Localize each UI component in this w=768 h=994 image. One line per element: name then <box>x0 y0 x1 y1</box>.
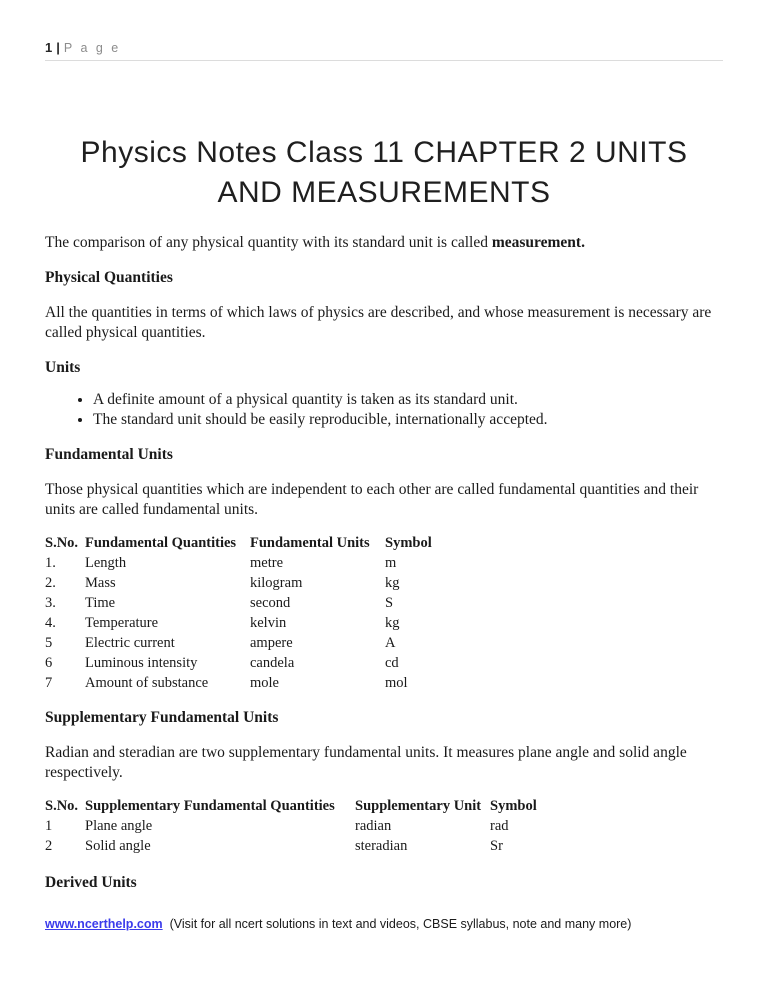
table-header-cell: S.No. <box>45 798 79 814</box>
table-cell: Length <box>85 555 127 571</box>
table-cell: kg <box>385 575 400 591</box>
document-title-line2: AND MEASUREMENTS <box>217 176 551 209</box>
table-cell: 1 <box>45 818 53 834</box>
supplementary-units-table <box>45 796 590 856</box>
table-cell: S <box>385 595 394 611</box>
table-cell: 2 <box>45 838 53 854</box>
intro-text: The comparison of any physical quantity with its standard unit is called <box>45 234 492 251</box>
table-cell: Plane angle <box>85 818 153 834</box>
table-cell: candela <box>250 655 295 671</box>
table-cell: 4. <box>45 615 56 631</box>
table-cell: Sr <box>490 838 503 854</box>
table-row <box>45 673 485 693</box>
table-cell: Electric current <box>85 635 175 651</box>
table-cell: 6 <box>45 655 53 671</box>
table-cell: steradian <box>355 838 408 854</box>
supplementary-units-body: Radian and steradian are two supplementary fundamental units. It measures plane angle and solid angle respectively. <box>45 744 687 781</box>
table-row <box>45 836 590 856</box>
header-divider <box>45 60 723 61</box>
table-row <box>45 553 485 573</box>
table-cell: Mass <box>85 575 116 591</box>
heading-physical-quantities: Physical Quantities <box>45 269 173 286</box>
fundamental-units-body: Those physical quantities which are independent to each other are called fundamental quantities and their units are called fundamental units. <box>45 481 699 518</box>
table-cell: kelvin <box>250 615 287 631</box>
table-cell: radian <box>355 818 392 834</box>
table-row <box>45 653 485 673</box>
table-header-cell: Symbol <box>490 798 537 814</box>
table-row <box>45 613 485 633</box>
table-row <box>45 796 590 816</box>
table-cell: Solid angle <box>85 838 151 854</box>
table-cell: 7 <box>45 675 53 691</box>
units-bullet-list <box>45 390 723 430</box>
table-header-cell: Fundamental Quantities <box>85 535 237 551</box>
table-cell: mol <box>385 675 408 691</box>
table-cell: mole <box>250 675 279 691</box>
page-footer <box>45 916 723 932</box>
table-header-cell: Fundamental Units <box>250 535 370 551</box>
table-cell: kilogram <box>250 575 303 591</box>
intro-paragraph <box>45 233 723 253</box>
table-row <box>45 633 485 653</box>
table-row <box>45 573 485 593</box>
table-cell: kg <box>385 615 400 631</box>
table-cell: metre <box>250 555 284 571</box>
intro-bold-term: measurement. <box>491 234 585 251</box>
table-cell: m <box>385 555 397 571</box>
table-header-cell: Symbol <box>385 535 432 551</box>
table-row <box>45 593 485 613</box>
heading-fundamental-units: Fundamental Units <box>45 446 173 463</box>
document-title-line1: Physics Notes Class 11 CHAPTER 2 UNITS <box>80 136 688 169</box>
table-cell: ampere <box>250 635 293 651</box>
table-row <box>45 816 590 836</box>
table-cell: Amount of substance <box>85 675 209 691</box>
page-label: P a g e <box>63 41 121 55</box>
heading-derived-units: Derived Units <box>45 874 137 891</box>
units-bullet-item: • The standard unit should be easily reproducible, internationally accepted. <box>93 410 723 430</box>
table-header-cell: S.No. <box>45 535 79 551</box>
table-cell: A <box>385 635 396 651</box>
heading-units: Units <box>45 359 81 376</box>
table-cell: second <box>250 595 291 611</box>
fundamental-units-table <box>45 533 485 693</box>
table-cell: rad <box>490 818 509 834</box>
document-title <box>45 133 723 213</box>
table-cell: 3. <box>45 595 56 611</box>
table-cell: 5 <box>45 635 53 651</box>
table-header-cell: Supplementary Fundamental Quantities <box>85 798 335 814</box>
table-cell: Time <box>85 595 116 611</box>
physical-quantities-body: All the quantities in terms of which laws of physics are described, and whose measurement is necessary are called physical quantities. <box>45 304 712 341</box>
table-row <box>45 533 485 553</box>
footer-note: (Visit for all ncert solutions in text and videos, CBSE syllabus, note and many more) <box>169 917 632 931</box>
table-cell: Luminous intensity <box>85 655 198 671</box>
page-number: 1 <box>45 40 53 55</box>
table-cell: 2. <box>45 575 56 591</box>
table-cell: 1. <box>45 555 56 571</box>
running-header <box>45 40 723 61</box>
units-bullet-item: • A definite amount of a physical quantity is taken as its standard unit. <box>93 390 723 410</box>
table-cell: Temperature <box>85 615 159 631</box>
table-cell: cd <box>385 655 399 671</box>
ncerthelp-link[interactable]: www.ncerthelp.com <box>45 917 163 931</box>
table-header-cell: Supplementary Unit <box>355 798 482 814</box>
page-number-separator: | <box>56 40 60 55</box>
heading-supplementary-fundamental-units: Supplementary Fundamental Units <box>45 709 279 726</box>
